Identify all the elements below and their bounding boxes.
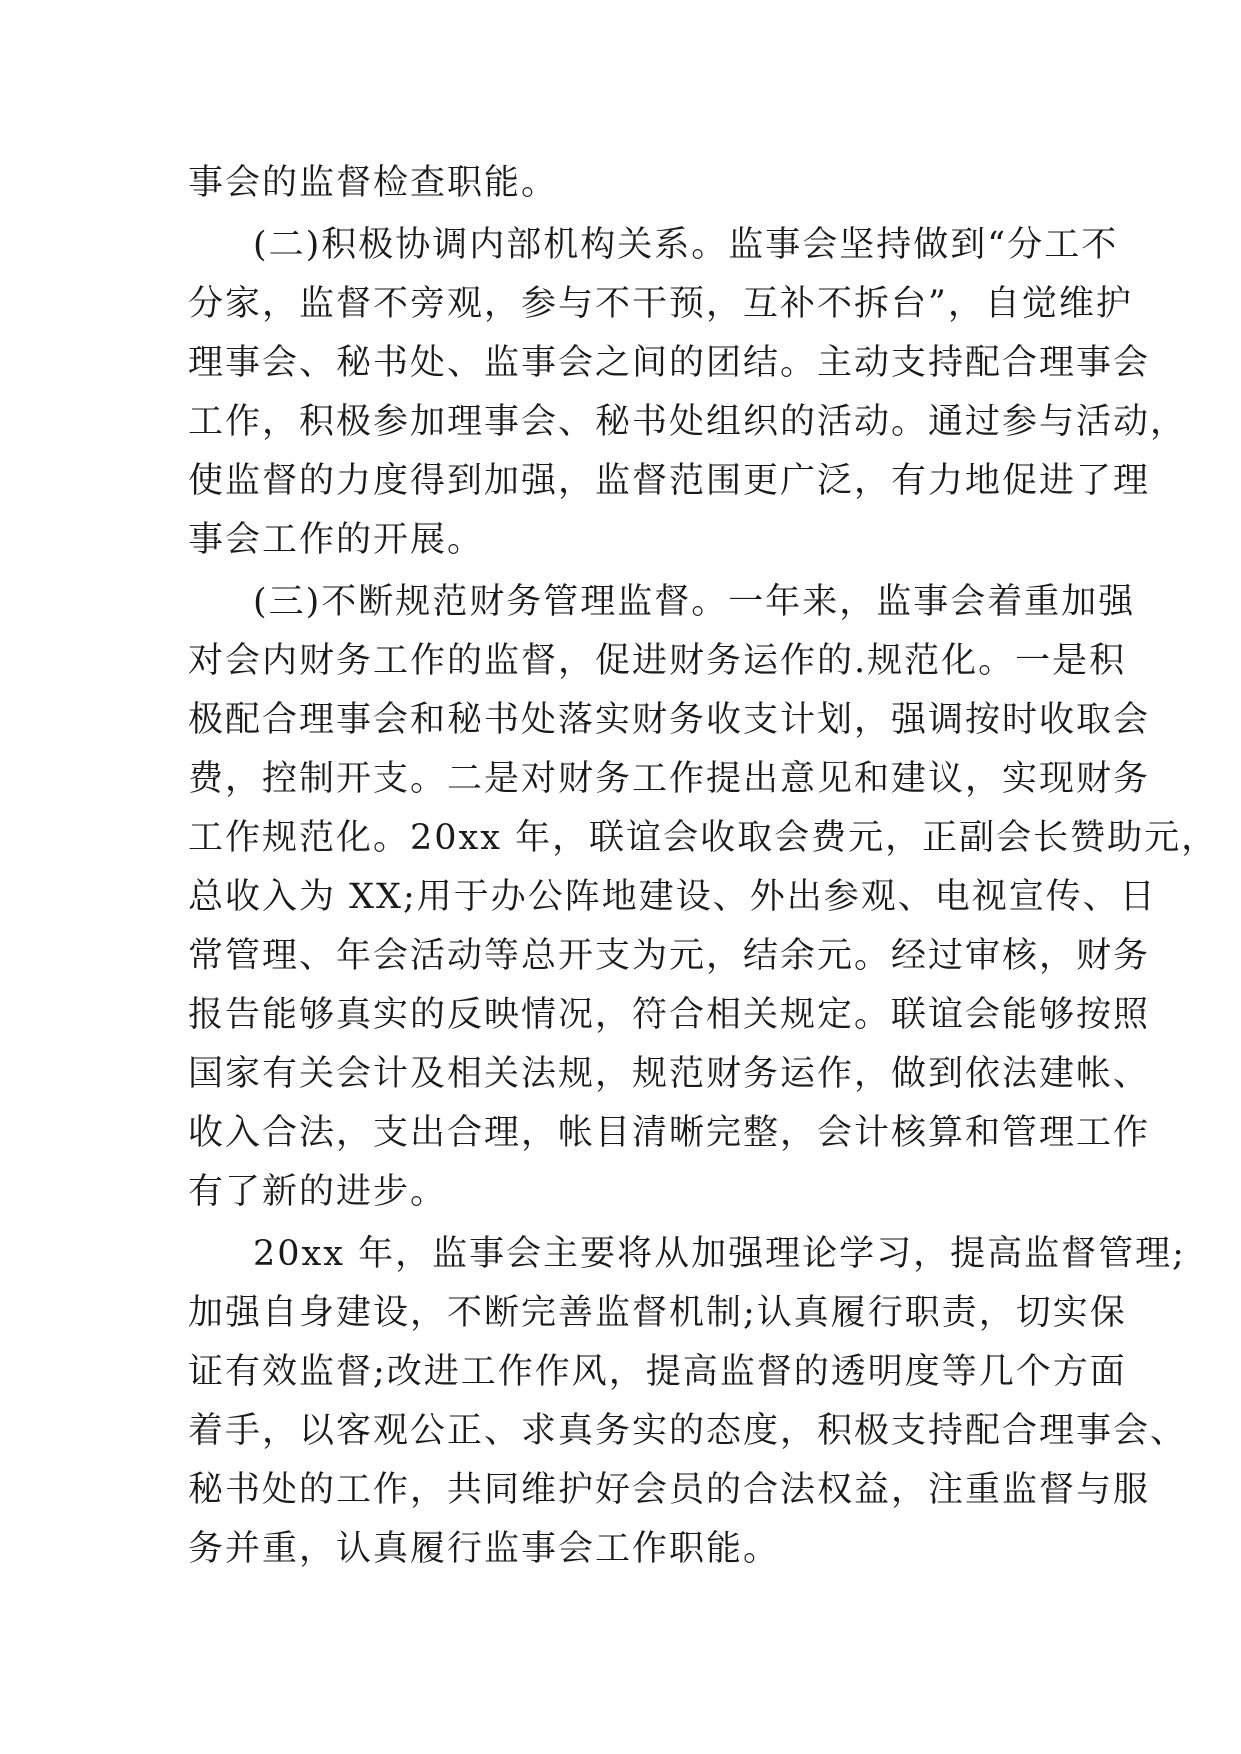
text-line: 20xx 年，监事会主要将从加强理论学习，提高监督管理; xyxy=(253,1234,1186,1274)
paragraph-internal-coordination xyxy=(188,216,1188,570)
text-line: 极配合理事会和秘书处落实财务收支计划，强调按时收取会 xyxy=(188,700,1151,740)
paragraph-financial-supervision xyxy=(188,573,1219,1222)
text-line: 加强自身建设，不断完善监督机制;认真履行职责，切实保 xyxy=(188,1293,1127,1333)
text-line: 报告能够真实的反映情况，符合相关规定。联谊会能够按照 xyxy=(188,995,1151,1035)
text-line: 事会的监督检查职能。 xyxy=(188,163,559,203)
text-line: 总收入为 XX;用于办公阵地建设、外出参观、电视宣传、日 xyxy=(188,877,1157,917)
text-line: 收入合法，支出合理，帐目清晰完整，会计核算和管理工作 xyxy=(188,1113,1151,1153)
paragraph-future-plan xyxy=(188,1225,1188,1579)
paragraph-closing-supervision xyxy=(188,154,1068,213)
text-line: 分家，监督不旁观，参与不干预，互补不拆台”，自觉维护 xyxy=(188,284,1133,324)
text-line: 工作规范化。20xx 年，联谊会收取会费元，正副会长赞助元， xyxy=(188,818,1219,858)
text-line: 使监督的力度得到加强，监督范围更广泛，有力地促进了理 xyxy=(188,461,1151,501)
text-line: 国家有关会计及相关法规，规范财务运作，做到依法建帐、 xyxy=(188,1054,1151,1094)
text-line: (三)不断规范财务管理监督。一年来，监事会着重加强 xyxy=(253,582,1136,622)
text-line: 证有效监督;改进工作作风，提高监督的透明度等几个方面 xyxy=(188,1352,1127,1392)
text-line: 着手，以客观公正、求真务实的态度，积极支持配合理事会、 xyxy=(188,1411,1188,1451)
text-line: 常管理、年会活动等总开支为元，结余元。经过审核，财务 xyxy=(188,936,1151,976)
text-line: 事会工作的开展。 xyxy=(188,520,485,560)
text-line: 对会内财务工作的监督，促进财务运作的.规范化。一是积 xyxy=(188,641,1127,681)
text-line: 秘书处的工作，共同维护好会员的合法权益，注重监督与服 xyxy=(188,1470,1151,1510)
document-body xyxy=(188,154,1219,1579)
text-line: 有了新的进步。 xyxy=(188,1172,448,1212)
text-line: (二)积极协调内部机构关系。监事会坚持做到“分工不 xyxy=(253,225,1119,265)
text-line: 工作，积极参加理事会、秘书处组织的活动。通过参与活动， xyxy=(188,402,1188,442)
text-line: 理事会、秘书处、监事会之间的团结。主动支持配合理事会 xyxy=(188,343,1151,383)
text-line: 务并重，认真履行监事会工作职能。 xyxy=(188,1529,781,1569)
text-line: 费，控制开支。二是对财务工作提出意见和建议，实现财务 xyxy=(188,759,1151,799)
